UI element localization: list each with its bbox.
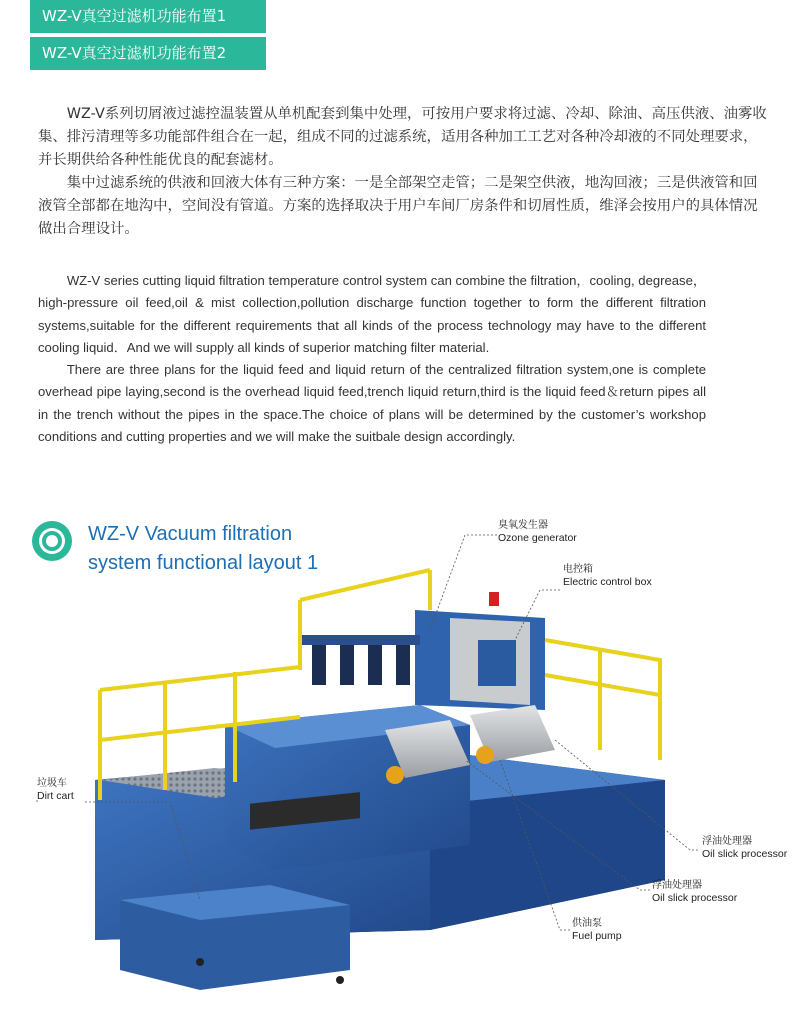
figure-title-line-2: system functional layout 1 — [88, 552, 319, 574]
callout-cn: 浮油处理器 — [702, 836, 752, 847]
processor-motor-2 — [476, 746, 494, 764]
intro-zh-paragraph-1: WZ-V系列切屑液过滤控温装置从单机配套到集中处理，可按用户要求将过滤、冷却、除油、高压供液、油雾收集、排污清理等多功能部件组合在一起，组成不同的过滤系统，适用各种加工工艺对各种冷却液的不同处理要求，并长期供给各种性能优良的配套滤材。 — [38, 106, 767, 168]
main-pipe — [300, 635, 420, 645]
callout-cn: 垃圾车 — [37, 778, 67, 789]
callout-cn: 臭氧发生器 — [498, 520, 548, 531]
intro-en-paragraph-2: There are three plans for the liquid feed and liquid return of the centralized filtration system,one is complete overhead pipe laying,second is the overhead liquid feed,trench liquid return,third is the liquid feed＆return pipes all in the trench without the pipes in the space.The choice of plans will be determined by the customer’s workshop conditions and cutting properties and we will make the suitbale design accordingly. — [38, 362, 706, 445]
tab-layout-2[interactable]: WZ-V真空过滤机功能布置2 — [30, 37, 266, 70]
warning-lamp — [489, 592, 499, 606]
intro-chinese — [38, 103, 768, 241]
brand-logo-icon — [31, 520, 73, 562]
electric-control-box — [478, 640, 516, 686]
callout-cn: 浮油处理器 — [652, 880, 702, 891]
callout-en: Oil slick processor — [652, 892, 738, 904]
callout-en: Fuel pump — [572, 930, 622, 942]
dirt-cart-wheel — [196, 958, 204, 966]
callout-en: Ozone generator — [498, 532, 577, 544]
tab-layout-1[interactable]: WZ-V真空过滤机功能布置1 — [30, 0, 266, 33]
callout-en: Dirt cart — [37, 790, 74, 802]
callout-cn: 电控箱 — [563, 564, 593, 575]
intro-en-paragraph-1: WZ-V series cutting liquid filtration temperature control system can combine the filtration，cooling, degrease，high-pressure oil feed,oil & mist collection,pollution discharge function together to form the different filtration systems,suitable for the different requirements that all kinds of the process technology may have to the different cooling liquid．And we will supply all kinds of superior matching filter material. — [38, 273, 706, 355]
fuel-pump-group — [312, 645, 410, 685]
intro-zh-paragraph-2: 集中过滤系统的供液和回液大体有三种方案：一是全部架空走管；二是架空供液，地沟回液；三是供液管和回液管全部都在地沟中，空间没有管道。方案的选择取决于用户车间厂房条件和切屑性质，维泽会按用户的具体情况做出合理设计。 — [38, 175, 758, 237]
filtration-machine-illustration — [0, 500, 800, 1022]
processor-motor-1 — [386, 766, 404, 784]
callout-dirt-cart — [37, 778, 74, 802]
callout-en: Electric control box — [563, 576, 652, 588]
figure-title-line-1: WZ-V Vacuum filtration — [88, 523, 293, 545]
callout-electric-control-box — [563, 564, 652, 588]
intro-english — [38, 270, 706, 448]
callout-fuel-pump — [572, 918, 622, 942]
callout-oil-slick-processor-1 — [702, 836, 787, 860]
system-layout-figure — [0, 500, 800, 1022]
callout-oil-slick-processor-2 — [652, 880, 737, 904]
callout-ozone-generator — [498, 520, 577, 544]
callout-cn: 供油泵 — [572, 918, 602, 929]
dirt-cart-wheel — [336, 976, 344, 984]
callout-en: Oil slick processor — [702, 848, 788, 860]
